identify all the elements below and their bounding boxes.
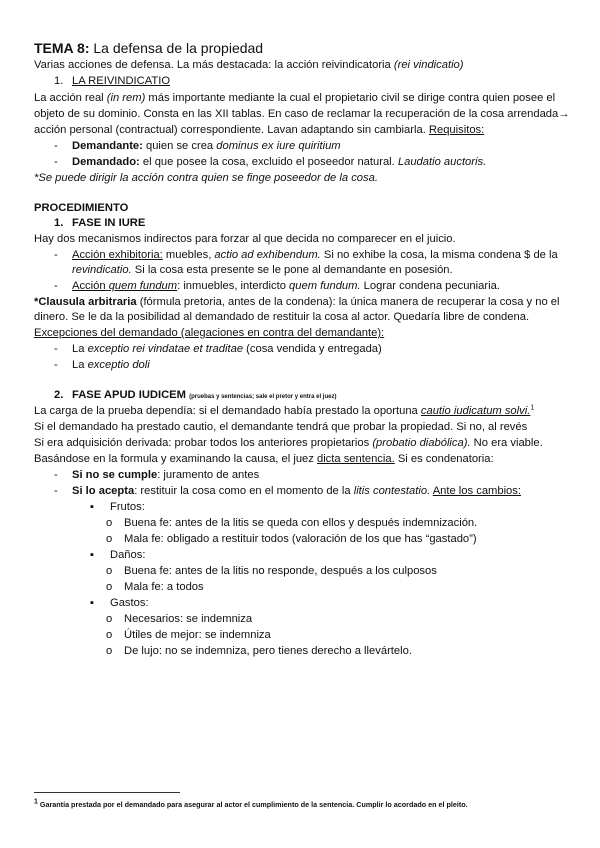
intro-paragraph: Varias acciones de defensa. La más destacada: la acción reivindicatoria (rei vindicatio) (34, 59, 464, 71)
list-item-quem-fundum: - Acción quem fundum: inmuebles, interdicto quem fundum. Lograr condena pecuniaria. (54, 280, 500, 292)
paragraph-line: Basándose en la formula y examinando la causa, el juez dicta sentencia. Si es condenatoria: (34, 453, 494, 465)
list-item-continuation: revindicatio. Si la cosa esta presente se le pone al demandante en posesión. (72, 264, 453, 276)
list-item-demandado: - Demandado: el que posee la cosa, excluido el poseedor natural. Laudatio auctoris. (54, 156, 487, 168)
procedimiento-heading: PROCEDIMIENTO (34, 202, 129, 214)
footnote: 1 Garantía prestada por el demandado para asegurar al actor el cumplimiento de la sentencia. Cumplir lo acordado en el pleito. (34, 798, 468, 809)
paragraph-line: La carga de la prueba dependía: si el demandado había prestado la oportuna cautio iudicatum solvi.$^1$ (34, 404, 535, 417)
sub-list-frutos: ▪ Frutos: (90, 501, 145, 513)
note-line: *Se puede dirigir la acción contra quien se finge poseedor de la cosa. (34, 172, 378, 184)
page-title: TEMA 8: La defensa de la propiedad (34, 40, 264, 56)
footnote-separator (34, 792, 180, 793)
list-item-exceptio-doli: - La exceptio doli (54, 359, 150, 371)
sub-sub-item: o Buena fe: antes de la litis no responde, después a los culposos (106, 565, 437, 577)
section-heading-reivindicatio: 1. LA REIVINDICATIO (54, 75, 171, 87)
sub-sub-item: o Útiles de mejor: se indemniza (106, 629, 271, 641)
paragraph-line: *Clausula arbitraria (fórmula pretoria, antes de la condena): la única manera de recuperar la cosa y no el (34, 296, 560, 308)
list-item-acepta: - Si lo acepta: restituir la cosa como en el momento de la litis contestatio. Ante los cambios: (54, 485, 521, 497)
sub-sub-item: o Mala fe: a todos (106, 581, 204, 593)
list-item-no-cumple: - Si no se cumple: juramento de antes (54, 469, 260, 481)
paragraph-line: Si el demandado ha prestado cautio, el demandante tendrá que probar la propiedad. Si no, al revés (34, 421, 528, 433)
sub-sub-item: o Necesarios: se indemniza (106, 613, 253, 625)
list-item-exhibitoria: - Acción exhibitoria: muebles, actio ad exhibendum. Si no exhibe la cosa, la misma condena $ de la (54, 249, 558, 261)
excepciones-heading: Excepciones del demandado (alegaciones en contra del demandante): (34, 327, 385, 339)
list-item-exceptio-rei: - La exceptio rei vindatae et traditae (cosa vendida y entregada) (54, 343, 382, 355)
paragraph-line: Hay dos mecanismos indirectos para forzar al que decida no comparecer en el juicio. (34, 233, 456, 245)
sub-list-danos: ▪ Daños: (90, 549, 146, 561)
paragraph-line: dinero. Se le da la posibilidad al demandado de restituir la cosa al actor. Quedaría libre de condena. (34, 311, 530, 323)
paragraph-line: Si era adquisición derivada: probar todos los anteriores propietarios (probatio diabólica). No era viable. (34, 437, 543, 449)
sub-list-gastos: ▪ Gastos: (90, 597, 149, 609)
sub-sub-item: o Buena fe: antes de la litis se queda con ellos y después indemnización. (106, 517, 478, 529)
section-heading-apud-iudicem: 2. FASE APUD IUDICEM (pruebas y sentencias; sale el pretor y entra el juez) (54, 389, 337, 401)
paragraph-line: La acción real (in rem) más importante mediante la cual el propietario civil se dirige contra quien posee el (34, 92, 556, 104)
footnote-ref[interactable]: 1 (530, 404, 535, 412)
paragraph-line: objeto de su dominio. Consta en las XII tablas. En caso de reclamar la recuperación de la cosa arrendada→ (34, 108, 570, 120)
list-item-demandante: - Demandante: quien se crea dominus ex iure quiritium (54, 140, 341, 152)
paragraph-line: acción personal (contractual) correspondiente. Lavan adaptando sin cambiarla. Requisitos: (34, 124, 485, 136)
sub-sub-item: o Mala fe: obligado a restituir todos (valoración de los que has “gastado”) (106, 533, 477, 545)
sub-sub-item: o De lujo: no se indemniza, pero tienes derecho a llevártelo. (106, 645, 412, 657)
section-heading-in-iure: 1. FASE IN IURE (54, 217, 146, 229)
